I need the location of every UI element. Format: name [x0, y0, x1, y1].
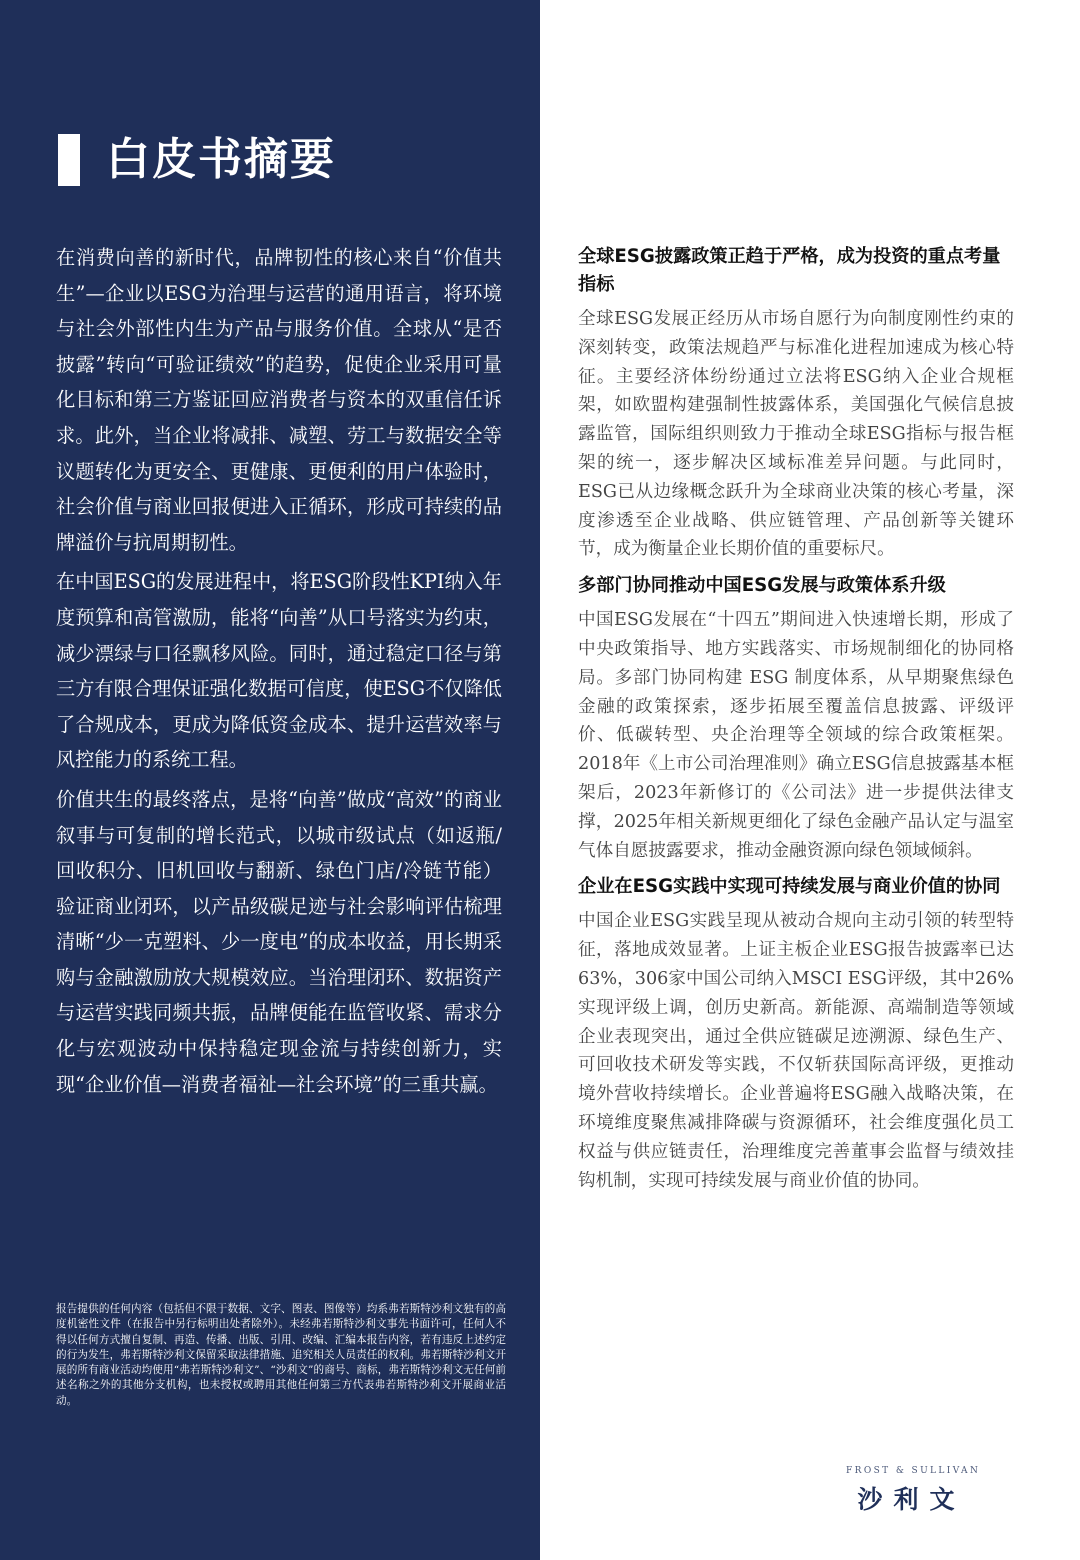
section-title-global-esg: 全球ESG披露政策正趋于严格，成为投资的重点考量指标 [578, 246, 1001, 295]
section-title-enterprise-practice: 企业在ESG实践中实现可持续发展与商业价值的协同 [578, 876, 1001, 898]
section-body-global-esg: 全球ESG发展正经历从市场自愿行为向制度刚性约束的深刻转变，政策法规趋严与标准化进程加速成为核心特征。主要经济体纷纷通过立法将ESG纳入企业合规框架，如欧盟构建强制性披露体系，美国强化气候信息披露监管，国际组织则致力于推动全球ESG指标与报告框架的统一，逐步解决区域标准差异问题。与此同时，ESG已从边缘概念跃升为全球商业决策的核心考量，深度渗透至企业战略、供应链管理、产品创新等关键环节，成为衡量企业长期价值的重要标尺。 [578, 309, 1014, 560]
title-accent-bar [58, 134, 80, 186]
summary-paragraph-3: 价值共生的最终落点，是将“向善”做成“高效”的商业叙事与可复制的增长范式，以城市级试点（如返瓶/回收积分、旧机回收与翻新、绿色门店/冷链节能）验证商业闭环，以产品级碳足迹与社会影响评估梳理清晰“少一克塑料、少一度电”的成本收益，用长期采购与金融激励放大规模效应。当治理闭环、数据资产与运营实践同频共振，品牌便能在监管收紧、需求分化与宏观波动中保持稳定现金流与持续创新力，实现“企业价值—消费者福祉—社会环境”的三重共赢。 [56, 787, 502, 1096]
page-title: 白皮书摘要 [106, 134, 336, 185]
logo-english-text: FROST & SULLIVAN [846, 1466, 981, 1476]
right-column [578, 243, 1014, 1203]
logo-chinese-text: 沙利文 [857, 1485, 966, 1514]
section-title-china-policy: 多部门协同推动中国ESG发展与政策体系升级 [578, 575, 946, 597]
disclaimer-text: 报告提供的任何内容（包括但不限于数据、文字、图表、图像等）均系弗若斯特沙利文独有的高度机密性文件（在报告中另行标明出处者除外）。未经弗若斯特沙利文事先书面许可，任何人不得以任何方式擅自复制、再造、传播、出版、引用、改编、汇编本报告内容，若有违反上述约定的行为发生，弗若斯特沙利文保留采取法律措施、追究相关人员责任的权利。弗若斯特沙利文开展的所有商业活动均使用“弗若斯特沙利文”、“沙利文”的商号、商标，弗若斯特沙利文无任何前述名称之外的其他分支机构，也未授权或聘用其他任何第三方代表弗若斯特沙利文开展商业活动。 [56, 1303, 506, 1407]
summary-body [56, 240, 502, 1106]
summary-paragraph-2: 在中国ESG的发展进程中，将ESG阶段性KPI纳入年度预算和高管激励，能将“向善”从口号落实为约束，减少漂绿与口径飘移风险。同时，通过稳定口径与第三方有限合理保证强化数据可信度，使ESG不仅降低了合规成本，更成为降低资金成本、提升运营效率与风控能力的系统工程。 [56, 570, 502, 772]
summary-paragraph-1: 在消费向善的新时代，品牌韧性的核心来自“价值共生”—企业以ESG为治理与运营的通用语言，将环境与社会外部性内生为产品与服务价值。全球从“是否披露”转向“可验证绩效”的趋势，促使企业采用可量化目标和第三方鉴证回应消费者与资本的双重信任诉求。此外，当企业将减排、减塑、劳工与数据安全等议题转化为更安全、更健康、更便利的用户体验时，社会价值与商业回报便进入正循环，形成可持续的品牌溢价与抗周期韧性。 [56, 246, 502, 554]
frost-sullivan-logo [846, 1466, 981, 1514]
section-body-china-policy: 中国ESG发展在“十四五”期间进入快速增长期，形成了中央政策指导、地方实践落实、市场规制细化的协同格局。多部门协同构建 ESG 制度体系，从早期聚焦绿色金融的政策探索，逐步拓展至覆盖信息披露、评级评价、低碳转型、央企治理等全领域的综合政策框架。2018年《上市公司治理准则》确立ESG信息披露基本框架后，2023年新修订的《公司法》进一步提供法律支撑，2025年相关新规更细化了绿色金融产品认定与温室气体自愿披露要求，推动金融资源向绿色领域倾斜。 [578, 610, 1014, 861]
page-title-block [58, 132, 336, 188]
section-body-enterprise-practice: 中国企业ESG实践呈现从被动合规向主动引领的转型特征，落地成效显著。上证主板企业ESG报告披露率已达63%，306家中国公司纳入MSCI ESG评级，其中26%实现评级上调，创历史新高。新能源、高端制造等领域企业表现突出，通过全供应链碳足迹溯源、绿色生产、可回收技术研发等实践，不仅斩获国际高评级，更推动境外营收持续增长。企业普遍将ESG融入战略决策，在环境维度聚焦减排降碳与资源循环，社会维度强化员工权益与供应链责任，治理维度完善董事会监督与绩效挂钩机制，实现可持续发展与商业价值的协同。 [578, 911, 1014, 1191]
